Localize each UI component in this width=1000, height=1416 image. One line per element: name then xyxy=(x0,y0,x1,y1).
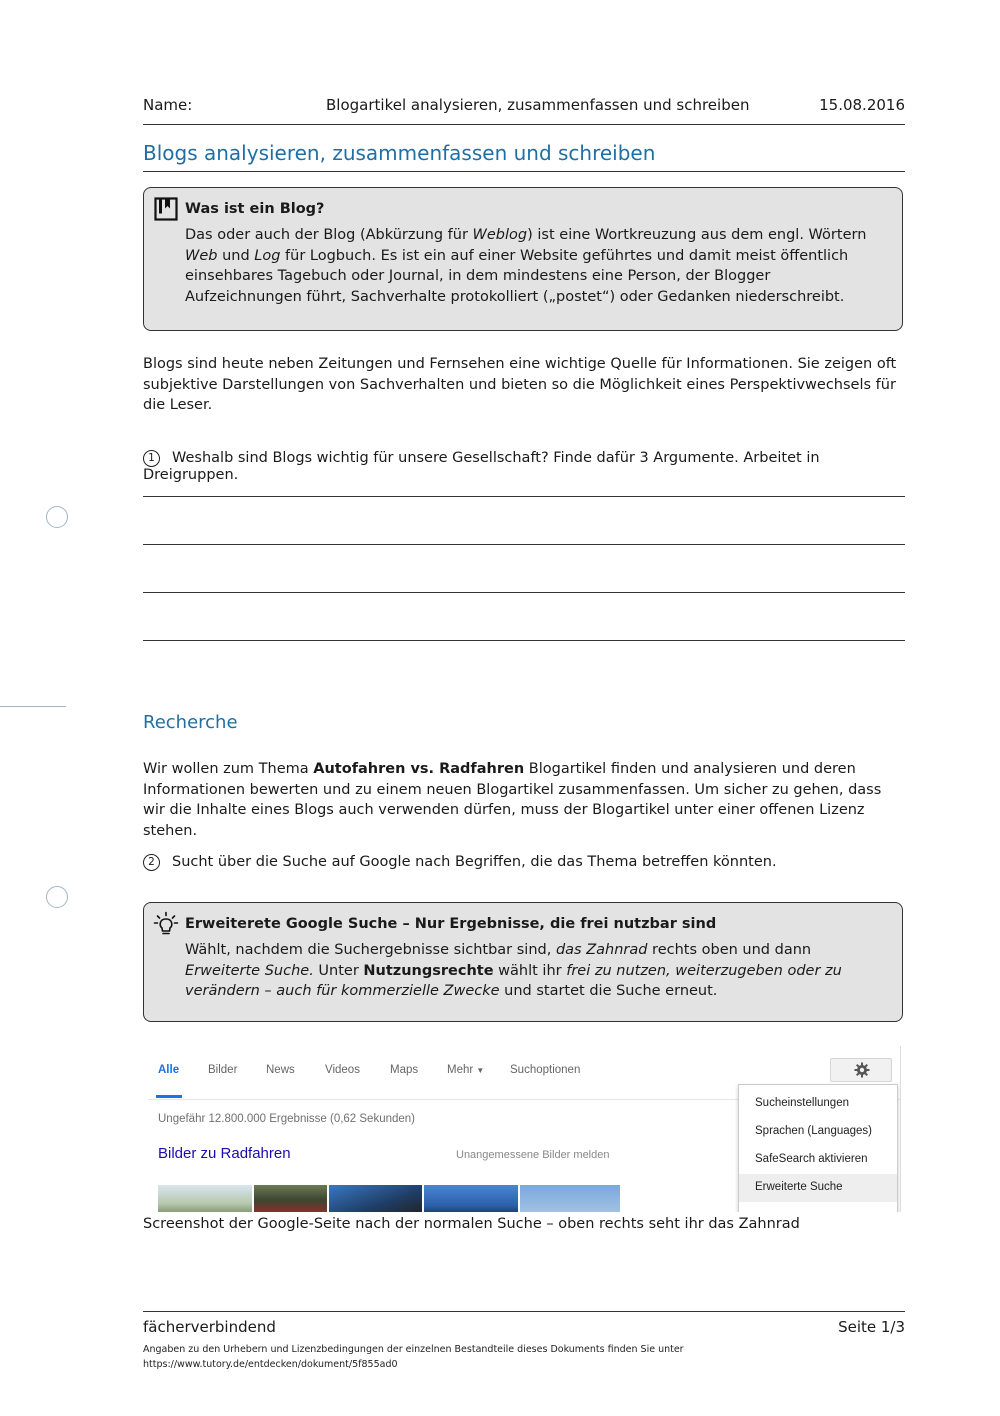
punch-hole-marker xyxy=(46,506,68,528)
book-icon xyxy=(154,197,178,225)
title-divider xyxy=(143,171,905,172)
task-2 xyxy=(143,854,905,871)
answer-line[interactable] xyxy=(143,544,905,545)
menu-item-sucheinstellungen[interactable]: Sucheinstellungen xyxy=(755,1097,849,1109)
footer-category: fächerverbindend xyxy=(143,1318,276,1336)
caret-down-icon: ▼ xyxy=(476,1066,485,1075)
worksheet-subject: Blogartikel analysieren, zusammenfassen und schreiben xyxy=(326,96,750,114)
tip-box xyxy=(143,902,903,1022)
page-number: Seite 1/3 xyxy=(838,1318,905,1336)
results-count: Ungefähr 12.800.000 Ergebnisse (0,62 Sekunden) xyxy=(158,1113,416,1125)
tab-suchoptionen[interactable]: Suchoptionen xyxy=(510,1064,581,1076)
fold-marker xyxy=(0,706,66,707)
menu-item-safesearch[interactable]: SafeSearch aktivieren xyxy=(755,1153,868,1165)
page-title: Blogs analysieren, zusammenfassen und schreiben xyxy=(143,141,656,165)
intro-paragraph: Blogs sind heute neben Zeitungen und Fernsehen eine wichtige Quelle für Informationen. Sie zeigen oft subjektive Darstellungen von Sachverhalten und bieten so die Möglichkeit eines Perspektivwechsels für die Leser. xyxy=(143,356,897,413)
task-text: Sucht über die Suche auf Google nach Begriffen, die das Thema betreffen könnten. xyxy=(172,854,777,870)
info-box-title: Was ist ein Blog? xyxy=(185,201,325,217)
tab-maps[interactable]: Maps xyxy=(390,1064,419,1076)
screenshot-caption: Screenshot der Google-Seite nach der normalen Suche – oben rechts seht ihr das Zahnrad xyxy=(143,1216,800,1232)
images-link[interactable]: Bilder zu Radfahren xyxy=(158,1145,291,1162)
answer-line[interactable] xyxy=(143,592,905,593)
task-text: Weshalb sind Blogs wichtig für unsere Gesellschaft? Finde dafür 3 Argumente. Arbeitet in Dreigruppen. xyxy=(143,450,820,483)
tab-mehr[interactable]: Mehr ▼ xyxy=(447,1064,485,1076)
name-label: Name: xyxy=(143,96,193,114)
tip-box-text: Wählt, nachdem die Suchergebnisse sichtbar sind, das Zahnrad rechts oben und dann Erweiterte Suche. Unter Nutzungsrechte wählt ihr frei zu nutzen, weiterzugeben oder zu verändern – auch für kommerzielle Zwecke und startet die Suche erneut. xyxy=(185,942,842,999)
footer-divider xyxy=(143,1311,905,1312)
recherche-paragraph: Wir wollen zum Thema Autofahren vs. Radfahren Blogartikel finden und analysieren und deren Informationen bewerten und zu einem neuen Blogartikel zusammenfassen. Um sicher zu gehen, dass wir die Inhalte eines Blogs auch verwenden dürfen, muss der Blogartikel unter einer offenen Lizenz stehen. xyxy=(143,761,882,839)
task-number: 2 xyxy=(143,854,160,871)
header-divider xyxy=(143,124,905,125)
tab-videos[interactable]: Videos xyxy=(325,1064,360,1076)
section-heading: Recherche xyxy=(143,712,238,733)
answer-line[interactable] xyxy=(143,496,905,497)
info-box xyxy=(143,187,903,331)
settings-gear-button[interactable] xyxy=(830,1058,892,1082)
task-1 xyxy=(143,450,905,483)
worksheet-date: 15.08.2016 xyxy=(819,96,905,114)
image-thumbnail[interactable] xyxy=(520,1185,620,1212)
image-thumbnail[interactable] xyxy=(424,1185,518,1212)
image-thumbnail[interactable] xyxy=(158,1185,252,1212)
tab-news[interactable]: News xyxy=(266,1064,295,1076)
tip-box-title: Erweiterete Google Suche – Nur Ergebnisse, die frei nutzbar sind xyxy=(185,916,717,932)
active-tab-indicator xyxy=(156,1095,182,1098)
menu-item-sprachen[interactable]: Sprachen (Languages) xyxy=(755,1125,872,1137)
license-url[interactable]: https://www.tutory.de/entdecken/dokument/5f855ad0 xyxy=(143,1359,398,1370)
task-number: 1 xyxy=(143,450,160,467)
tab-alle[interactable]: Alle xyxy=(158,1064,180,1076)
menu-item-erweiterte-suche[interactable]: Erweiterte Suche xyxy=(755,1181,843,1193)
report-images-link[interactable]: Unangemessene Bilder melden xyxy=(456,1149,610,1161)
punch-hole-marker xyxy=(46,886,68,908)
license-note: Angaben zu den Urhebern und Lizenzbedingungen der einzelnen Bestandteile dieses Dokuments finden Sie unter xyxy=(143,1344,684,1355)
tab-bilder[interactable]: Bilder xyxy=(208,1064,238,1076)
image-thumbnail[interactable] xyxy=(329,1185,422,1212)
settings-dropdown-menu xyxy=(738,1084,898,1212)
answer-line[interactable] xyxy=(143,640,905,641)
google-screenshot xyxy=(148,1046,901,1212)
info-box-text: Das oder auch der Blog (Abkürzung für Weblog) ist eine Wortkreuzung aus dem engl. Wörtern Web und Log für Logbuch. Es ist ein auf einer Website geführtes und damit meist öffentlich einsehbares Tagebuch oder Journal, in dem mindestens eine Person, der Blogger Aufzeichnungen führt, Sachverhalte protokolliert („postet“) oder Gedanken niederschreibt. xyxy=(185,227,867,305)
lightbulb-icon xyxy=(153,911,179,941)
image-thumbnail[interactable] xyxy=(254,1185,327,1212)
